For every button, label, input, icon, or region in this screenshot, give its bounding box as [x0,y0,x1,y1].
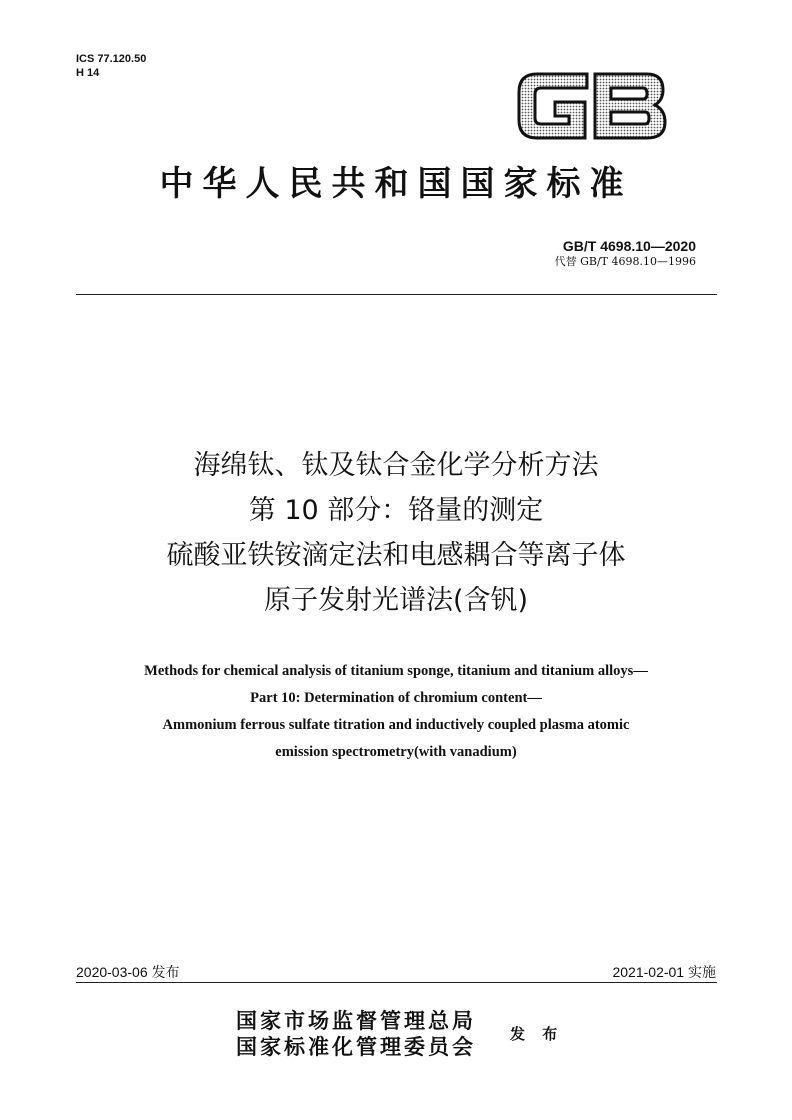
chinese-title-line: 原子发射光谱法(含钒) [263,585,529,616]
chinese-title-line: 第 10 部分：铬量的测定 [248,495,544,526]
country-standard-title: 中华人民共和国国家标准 [159,164,633,204]
issue-label: 发 布 [510,1025,564,1043]
english-title-line: emission spectrometry(with vanadium) [275,744,517,760]
effective-date: 2021-02-01 实施 [612,964,716,980]
gb-logo [515,66,667,146]
issuer-name: 国家市场监督管理总局 [236,1009,476,1033]
chinese-title-line: 硫酸亚铁铵滴定法和电感耦合等离子体 [166,540,626,571]
ccs-code: H 14 [76,67,100,79]
top-divider [76,294,717,295]
replaced-standard: 代替 GB/T 4698.10—1996 [554,255,696,268]
issuing-authorities [236,1008,476,1060]
english-title-line: Part 10: Determination of chromium content— [250,690,542,706]
standard-number: GB/T 4698.10—2020 [562,238,696,254]
issuer-name: 国家标准化管理委员会 [236,1035,476,1059]
chinese-title-line: 海绵钛、钛及钛合金化学分析方法 [193,450,599,481]
ics-code: ICS 77.120.50 [76,53,147,65]
english-title-line: Ammonium ferrous sulfate titration and inductively coupled plasma atomic [162,717,630,733]
english-title [0,658,792,766]
publication-date: 2020-03-06 发布 [76,964,180,980]
bottom-divider [76,982,717,983]
classification-codes [76,52,146,80]
english-title-line: Methods for chemical analysis of titanium sponge, titanium and titanium alloys— [144,663,648,679]
chinese-title [0,443,792,623]
